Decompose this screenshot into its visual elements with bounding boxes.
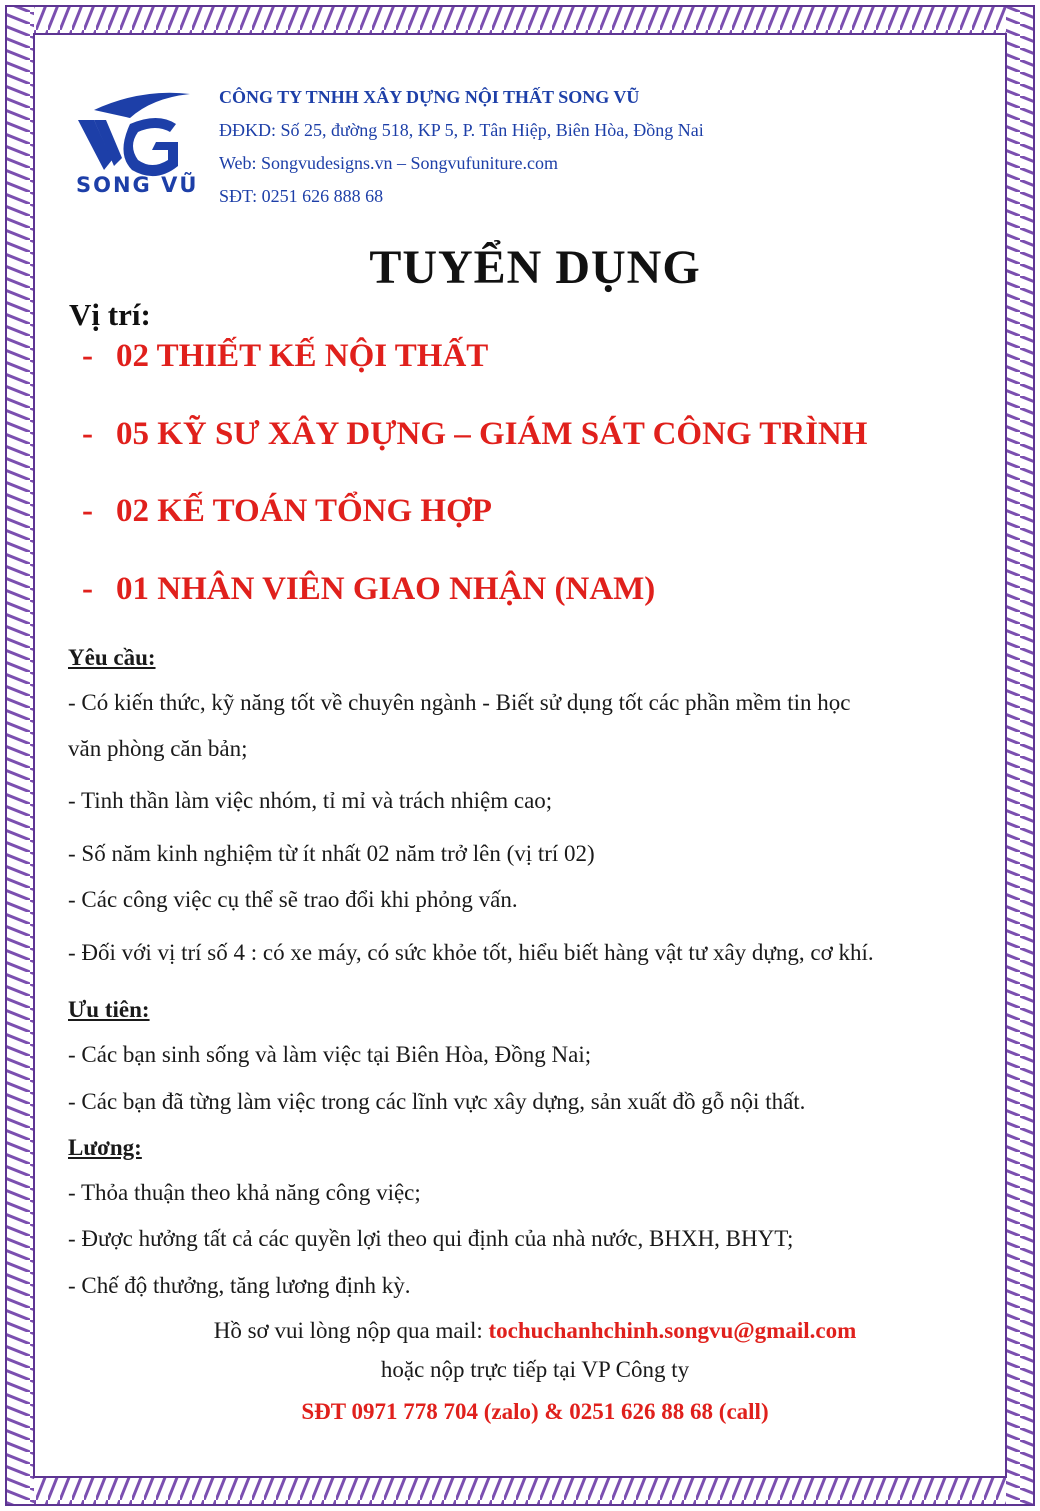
- salary-item: - Thỏa thuận theo khả năng công việc;: [68, 1180, 421, 1205]
- company-phone: SĐT: 0251 626 888 68: [219, 186, 384, 206]
- position-text: 01 NHÂN VIÊN GIAO NHẬN (NAM): [116, 570, 656, 607]
- priority-item: - Các bạn sinh sống và làm việc tại Biên Hòa, Đồng Nai;: [68, 1042, 592, 1067]
- requirement-item: - Số năm kinh nghiệm từ ít nhất 02 năm trở lên (vị trí 02): [68, 841, 595, 866]
- salary-item: - Chế độ thưởng, tăng lương định kỳ.: [68, 1273, 411, 1298]
- footer-direct: hoặc nộp trực tiếp tại VP Công ty: [380, 1357, 690, 1382]
- requirement-item: - Tinh thần làm việc nhóm, tỉ mỉ và trách nhiệm cao;: [68, 788, 553, 813]
- footer-phones: SĐT 0971 778 704 (zalo) & 0251 626 88 68 (call): [301, 1399, 769, 1424]
- requirement-item: văn phòng căn bản;: [68, 736, 248, 761]
- position-item: - 02 THIẾT KẾ NỘI THẤT: [82, 338, 489, 374]
- position-text: 02 THIẾT KẾ NỘI THẤT: [116, 338, 489, 374]
- page-title: TUYỂN DỤNG: [369, 241, 701, 294]
- position-text: 02 KẾ TOÁN TỔNG HỢP: [116, 493, 492, 529]
- priority-item: - Các bạn đã từng làm việc trong các lĩnh vực xây dựng, sản xuất đồ gỗ nội thất.: [68, 1089, 806, 1114]
- logo-wordmark: SONG VŨ: [76, 173, 199, 197]
- salary-item: - Được hưởng tất cả các quyền lợi theo qui định của nhà nước, BHXH, BHYT;: [68, 1226, 794, 1251]
- footer-mail-line: [0, 1318, 1040, 1344]
- company-address: ĐĐKD: Số 25, đường 518, KP 5, P. Tân Hiệp, Biên Hòa, Đồng Nai: [219, 120, 704, 140]
- company-header: [219, 84, 704, 216]
- position-item: - 05 KỸ SƯ XÂY DỰNG – GIÁM SÁT CÔNG TRÌNH: [82, 415, 868, 452]
- company-web: Web: Songvudesigns.vn – Songvufuniture.com: [219, 153, 559, 173]
- footer-mail-prefix: Hồ sơ vui lòng nộp qua mail:: [213, 1318, 489, 1343]
- priority-heading: Ưu tiên:: [68, 997, 150, 1022]
- positions-label: Vị trí:: [69, 297, 151, 332]
- position-item: - 02 KẾ TOÁN TỔNG HỢP: [82, 493, 492, 529]
- requirement-item: - Có kiến thức, kỹ năng tốt về chuyên ngành - Biết sử dụng tốt các phần mềm tin học: [68, 690, 851, 715]
- company-name: CÔNG TY TNHH XÂY DỰNG NỘI THẤT SONG VŨ: [219, 87, 640, 107]
- requirement-item: - Đối với vị trí số 4 : có xe máy, có sức khỏe tốt, hiểu biết hàng vật tư xây dựng, cơ khí.: [68, 940, 874, 965]
- footer-email-link[interactable]: tochuchanhchinh.songvu@gmail.com: [488, 1318, 857, 1343]
- requirements-heading: Yêu cầu:: [68, 645, 156, 670]
- salary-heading: Lương:: [68, 1135, 142, 1160]
- positions-list: [82, 334, 867, 644]
- position-text: 05 KỸ SƯ XÂY DỰNG – GIÁM SÁT CÔNG TRÌNH: [116, 415, 868, 452]
- requirement-item: - Các công việc cụ thể sẽ trao đổi khi phỏng vấn.: [68, 887, 518, 912]
- position-item: - 01 NHÂN VIÊN GIAO NHẬN (NAM): [82, 570, 656, 607]
